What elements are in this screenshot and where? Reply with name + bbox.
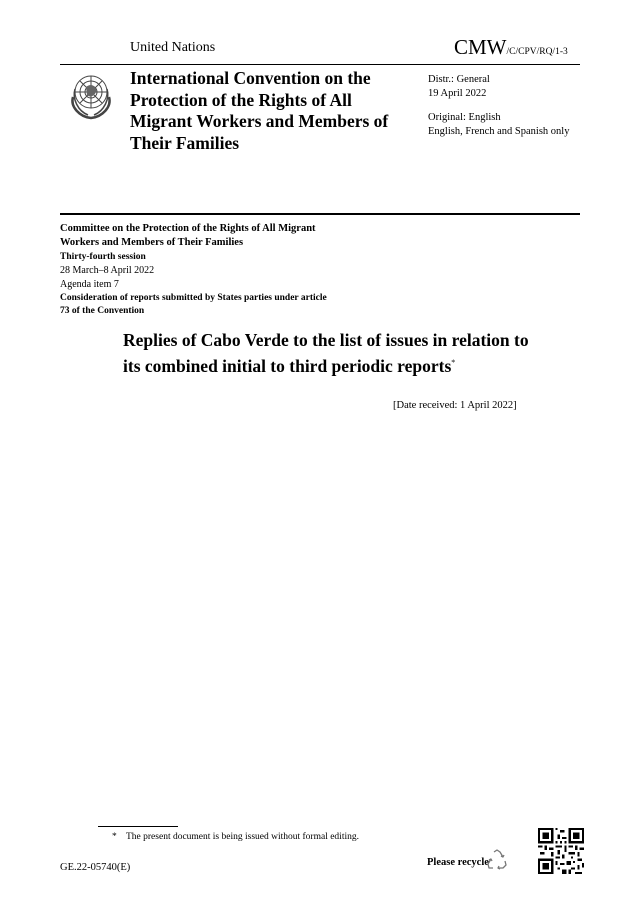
distr-status: Distr.: General — [428, 74, 490, 85]
convention-title: International Convention on the Protection of the Rights of All Migrant Workers and Members of Their Families — [130, 68, 389, 153]
document-symbol — [454, 35, 568, 60]
date-received: [Date received: 1 April 2022] — [393, 400, 517, 411]
title-footnote-marker: * — [451, 357, 456, 367]
document-title-text: Replies of Cabo Verde to the list of issues in relation to its combined initial to third periodic reports — [123, 330, 529, 376]
original-language: Original: English — [428, 112, 501, 123]
distribution-block — [428, 73, 569, 138]
footnote-text: The present document is being issued without formal editing. — [126, 832, 359, 842]
footnote-marker: * — [112, 832, 117, 842]
agenda-title: Consideration of reports submitted by States parties under article 73 of the Convention — [60, 293, 327, 316]
qr-code-icon — [538, 828, 584, 874]
recycle-label: Please recycle — [427, 857, 489, 868]
footnote — [98, 832, 359, 842]
available-languages: English, French and Spanish only — [428, 125, 570, 137]
agenda-item: Agenda item 7 — [60, 279, 119, 290]
un-emblem-icon — [64, 67, 118, 121]
header-rule — [60, 64, 580, 65]
committee-name: Committee on the Protection of the Rights of All Migrant Workers and Members of Their Families — [60, 223, 316, 248]
symbol-suffix: /C/CPV/RQ/1-3 — [506, 47, 568, 57]
committee-block — [60, 222, 350, 318]
recycle-icon — [485, 848, 509, 872]
document-title — [123, 330, 533, 377]
session-label: Thirty-fourth session — [60, 252, 146, 262]
issue-date: 19 April 2022 — [428, 87, 487, 99]
footnote-rule — [98, 826, 178, 827]
document-code: GE.22-05740(E) — [60, 862, 131, 873]
section-rule — [60, 213, 580, 215]
session-dates: 28 March–8 April 2022 — [60, 265, 155, 276]
symbol-prefix: CMW — [454, 35, 507, 59]
organization-name: United Nations — [130, 40, 216, 55]
